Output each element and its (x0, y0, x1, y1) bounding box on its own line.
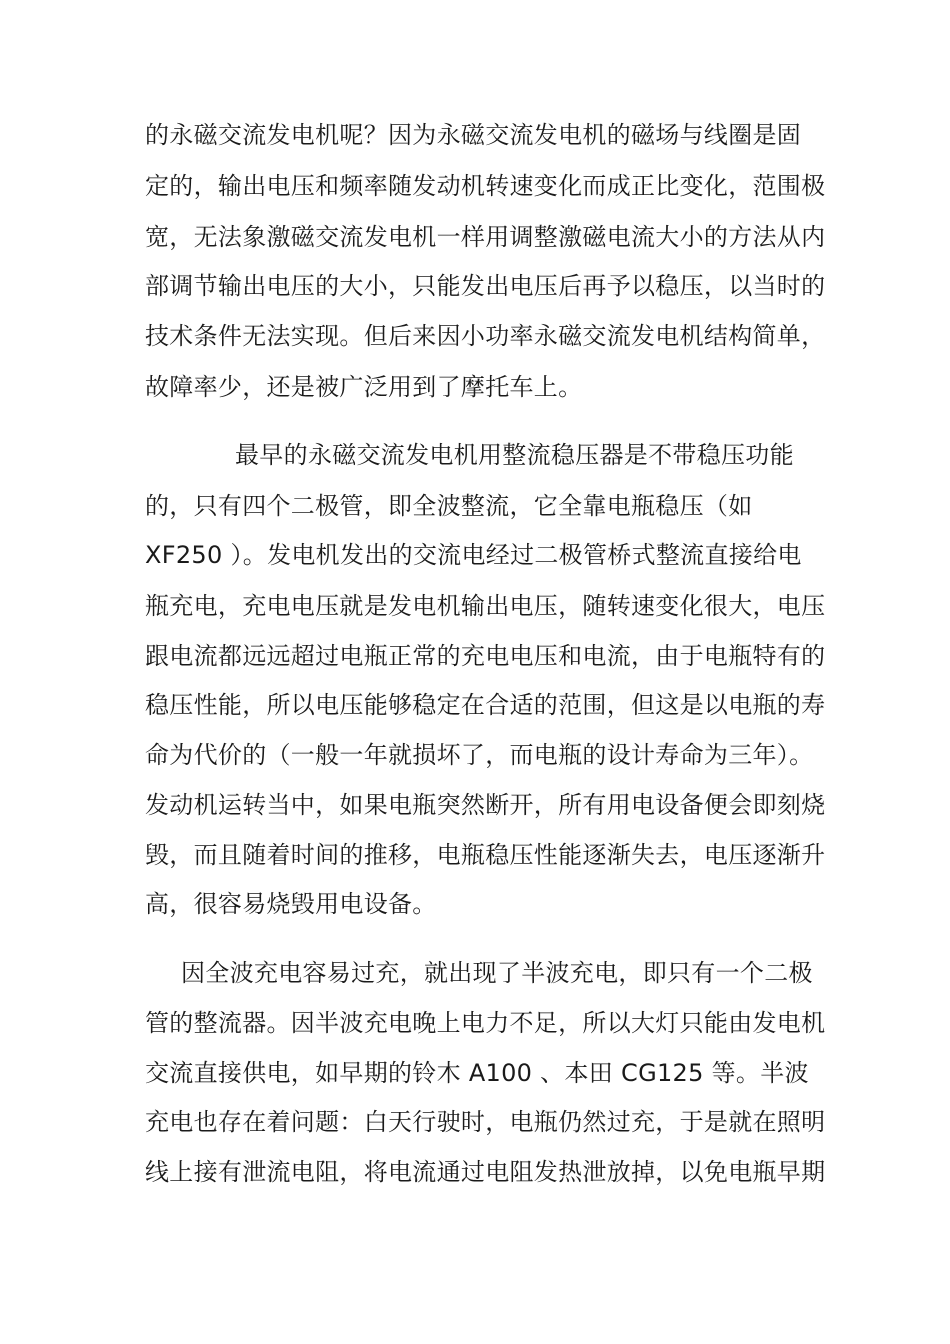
paragraph-2-line-7: 命为代价的（一般一年就损坏了，而电瓶的设计寿命为三年）。 (145, 741, 814, 769)
paragraph-1-line-1: 的永磁交流发电机呢？因为永磁交流发电机的磁场与线圈是固 (145, 121, 802, 149)
paragraph-2-line-5: 跟电流都远远超过电瓶正常的充电电压和电流，由于电瓶特有的 (145, 642, 826, 670)
paragraph-3-line-1: 因全波充电容易过充，就出现了半波充电，即只有一个二极 (181, 959, 813, 987)
paragraph-2-line-10: 高，很容易烧毁用电设备。 (145, 890, 437, 918)
paragraph-1-line-4: 部调节输出电压的大小，只能发出电压后再予以稳压，以当时的 (145, 272, 826, 300)
paragraph-1-line-6: 故障率少，还是被广泛用到了摩托车上。 (145, 373, 583, 401)
paragraph-2-line-3: XF250 ）。发电机发出的交流电经过二极管桥式整流直接给电 (145, 541, 802, 569)
paragraph-2-line-1: 最早的永磁交流发电机用整流稳压器是不带稳压功能 (235, 441, 794, 469)
paragraph-2-line-9: 毁，而且随着时间的推移，电瓶稳压性能逐渐失去，电压逐渐升 (145, 841, 826, 869)
paragraph-3-line-2: 管的整流器。因半波充电晚上电力不足，所以大灯只能由发电机 (145, 1009, 826, 1037)
paragraph-3-line-5: 线上接有泄流电阻，将电流通过电阻发热泄放掉，以免电瓶早期 (145, 1158, 826, 1186)
paragraph-1-line-2: 定的，输出电压和频率随发动机转速变化而成正比变化，范围极 (145, 172, 826, 200)
paragraph-1-line-5: 技术条件无法实现。但后来因小功率永磁交流发电机结构简单， (145, 322, 826, 350)
paragraph-2-line-6: 稳压性能，所以电压能够稳定在合适的范围，但这是以电瓶的寿 (145, 691, 826, 719)
paragraph-3-line-4: 充电也存在着问题：白天行驶时，电瓶仍然过充，于是就在照明 (145, 1108, 826, 1136)
paragraph-2-line-8: 发动机运转当中，如果电瓶突然断开，所有用电设备便会即刻烧 (145, 791, 826, 819)
paragraph-2-line-4: 瓶充电，充电电压就是发电机输出电压，随转速变化很大，电压 (145, 592, 826, 620)
paragraph-1-line-3: 宽，无法象激磁交流发电机一样用调整激磁电流大小的方法从内 (145, 223, 826, 251)
paragraph-3-line-3: 交流直接供电，如早期的铃木 A100 、本田 CG125 等。半波 (145, 1059, 809, 1087)
paragraph-2-line-2: 的，只有四个二极管，即全波整流，它全靠电瓶稳压（如 (145, 492, 753, 520)
